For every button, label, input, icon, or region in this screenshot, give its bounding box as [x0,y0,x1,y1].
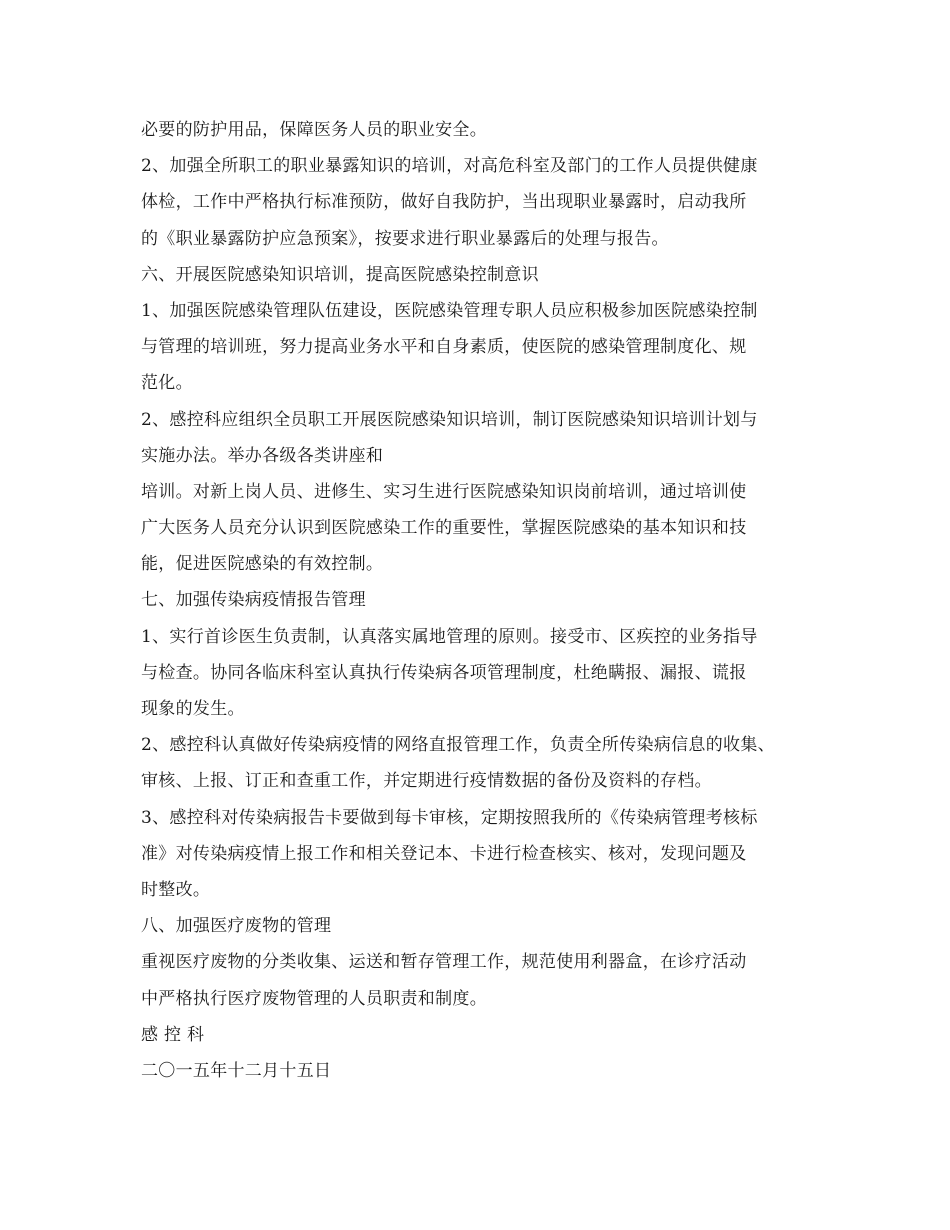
section-heading: 七、加强传染病疫情报告管理 [141,590,366,611]
text-line: 体检，工作中严格执行标准预防，做好自我防护，当出现职业暴露时，启动我所 [141,192,747,213]
text-line: 1、加强医院感染管理队伍建设，医院感染管理专职人员应积极参加医院感染控制 [141,300,758,321]
text-line: 能，促进医院感染的有效控制。 [141,554,384,575]
text-line: 广大医务人员充分认识到医院感染工作的重要性，掌握医院感染的基本知识和技 [141,518,747,539]
signature-date: 二〇一五年十二月十五日 [141,1060,332,1081]
text-line: 中严格执行医疗废物管理的人员职责和制度。 [141,988,487,1009]
text-line: 准》对传染病疫情上报工作和相关登记本、卡进行检查核实、核对，发现问题及 [141,843,747,864]
text-line: 审核、上报、订正和查重工作，并定期进行疫情数据的备份及资料的存档。 [141,771,712,792]
text-line: 3、感控科对传染病报告卡要做到每卡审核，定期按照我所的《传染病管理考核标 [141,807,758,828]
text-line: 1、实行首诊医生负责制，认真落实属地管理的原则。接受市、区疾控的业务指导 [141,626,758,647]
text-line: 2、感控科应组织全员职工开展医院感染知识培训，制订医院感染知识培训计划与 [141,409,758,430]
text-line: 现象的发生。 [141,699,245,719]
text-line: 2、感控科认真做好传染病疫情的网络直报管理工作，负责全所传染病信息的收集、 [141,735,775,756]
text-line: 时整改。 [141,879,211,900]
section-heading: 六、开展医院感染知识培训，提高医院感染控制意识 [141,264,539,285]
text-line: 重视医疗废物的分类收集、运送和暂存管理工作，规范使用利器盒，在诊疗活动 [141,952,747,973]
text-line: 与检查。协同各临床科室认真执行传染病各项管理制度，杜绝瞒报、漏报、谎报 [141,662,747,683]
text-line: 与管理的培训班，努力提高业务水平和自身素质，使医院的感染管理制度化、规 [141,337,747,358]
section-heading: 八、加强医疗废物的管理 [141,916,332,937]
text-line: 实施办法。举办各级各类讲座和 [141,445,384,466]
signature-department: 感 控 科 [141,1024,205,1045]
text-line: 的《职业暴露防护应急预案》，按要求进行职业暴露后的处理与报告。 [141,228,669,249]
text-line: 必要的防护用品，保障医务人员的职业安全。 [141,120,487,140]
text-line: 范化。 [141,373,193,394]
text-line: 培训。对新上岗人员、进修生、实习生进行医院感染知识岗前培训，通过培训使 [141,481,747,502]
document-body [141,112,831,1089]
text-line: 2、加强全所职工的职业暴露知识的培训，对高危科室及部门的工作人员提供健康 [141,156,758,177]
